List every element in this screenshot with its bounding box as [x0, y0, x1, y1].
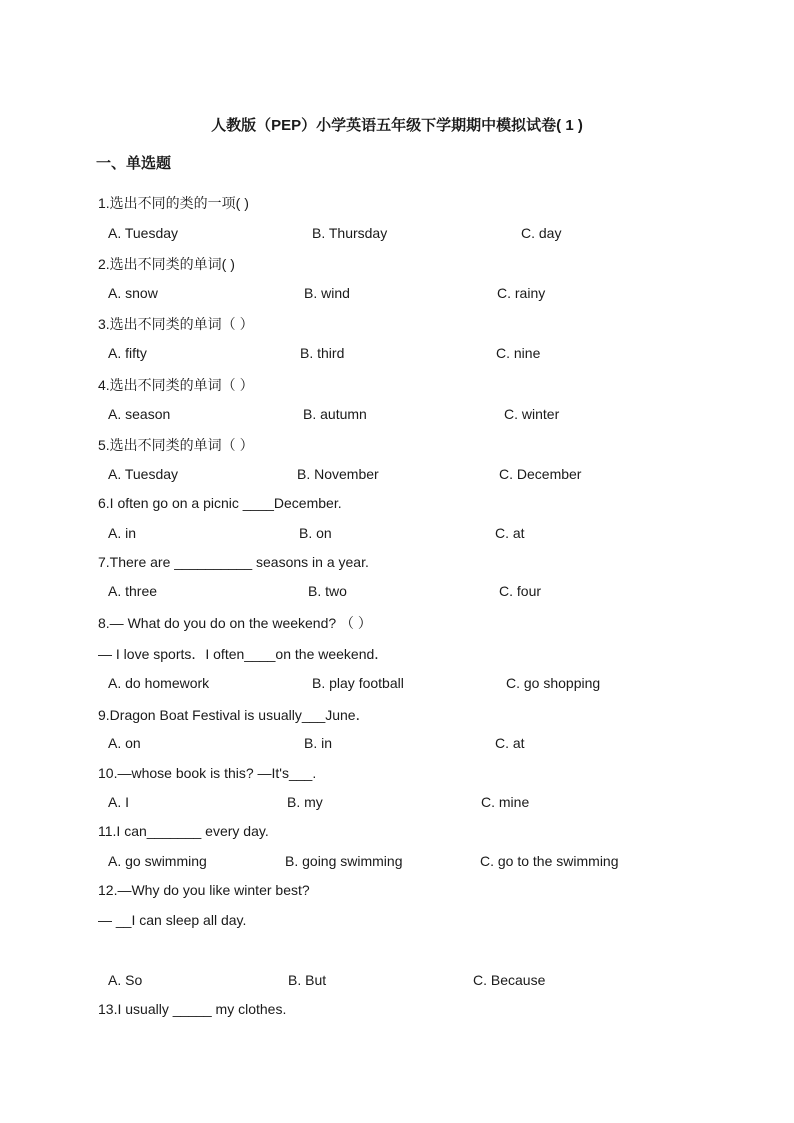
- question-9-stem: 9.Dragon Boat Festival is usually___June．: [98, 707, 370, 723]
- question-4-stem: 4.选出不同类的单词（ ）: [98, 377, 254, 393]
- question-8-stem-line-2: — I love sports．I often____on the weekend．: [98, 646, 389, 662]
- question-10-option-b[interactable]: B. my: [287, 794, 323, 810]
- question-12-option-a[interactable]: A. So: [108, 972, 143, 988]
- question-13-stem: 13.I usually _____ my clothes.: [98, 1001, 287, 1017]
- question-4-option-a[interactable]: A. season: [108, 406, 171, 422]
- question-1-stem: 1.选出不同的类的一项( ): [98, 195, 249, 211]
- question-8-option-b[interactable]: B. play football: [312, 675, 404, 691]
- exam-title: 人教版（PEP）小学英语五年级下学期期中模拟试卷( 1 ): [211, 117, 583, 134]
- question-12-stem-line-2: — __I can sleep all day.: [98, 912, 247, 928]
- question-6-option-a[interactable]: A. in: [108, 525, 137, 541]
- question-2-stem: 2.选出不同类的单词( ): [98, 256, 235, 272]
- question-2-option-a[interactable]: A. snow: [108, 285, 158, 301]
- question-6-option-b[interactable]: B. on: [299, 525, 332, 541]
- question-4-option-b[interactable]: B. autumn: [303, 406, 367, 422]
- question-8-option-a[interactable]: A. do homework: [108, 675, 210, 691]
- question-7-option-c[interactable]: C. four: [499, 583, 542, 599]
- question-1-option-b[interactable]: B. Thursday: [312, 225, 388, 241]
- question-5-option-c[interactable]: C. December: [499, 466, 582, 482]
- question-5-option-b[interactable]: B. November: [297, 466, 379, 482]
- question-12-stem: 12.—Why do you like winter best?: [98, 882, 310, 898]
- question-9-option-a[interactable]: A. on: [108, 735, 141, 751]
- question-7-stem: 7.There are __________ seasons in a year.: [98, 554, 369, 570]
- question-1-option-a[interactable]: A. Tuesday: [108, 225, 179, 241]
- question-12-option-b[interactable]: B. But: [288, 972, 327, 988]
- question-1-option-c[interactable]: C. day: [521, 225, 562, 241]
- question-2-option-c[interactable]: C. rainy: [497, 285, 546, 301]
- question-11-option-b[interactable]: B. going swimming: [285, 853, 403, 869]
- section-heading: 一、单选题: [96, 155, 172, 172]
- question-8-option-c[interactable]: C. go shopping: [506, 675, 601, 691]
- question-7-option-a[interactable]: A. three: [108, 583, 158, 599]
- question-12-option-c[interactable]: C. Because: [473, 972, 546, 988]
- question-2-option-b[interactable]: B. wind: [304, 285, 350, 301]
- question-10-option-c[interactable]: C. mine: [481, 794, 530, 810]
- question-4-option-c[interactable]: C. winter: [504, 406, 560, 422]
- question-3-stem: 3.选出不同类的单词（ ）: [98, 316, 254, 332]
- question-11-stem: 11.I can_______ every day.: [98, 823, 269, 839]
- question-10-stem: 10.—whose book is this? —It's___.: [98, 765, 317, 781]
- question-3-option-a[interactable]: A. fifty: [108, 345, 147, 361]
- question-11-option-a[interactable]: A. go swimming: [108, 853, 207, 869]
- question-11-option-c[interactable]: C. go to the swimming: [480, 853, 619, 869]
- question-8-stem: 8.— What do you do on the weekend? （ ）: [98, 615, 372, 631]
- question-9-option-b[interactable]: B. in: [304, 735, 333, 751]
- question-5-option-a[interactable]: A. Tuesday: [108, 466, 179, 482]
- question-9-option-c[interactable]: C. at: [495, 735, 525, 751]
- question-3-option-b[interactable]: B. third: [300, 345, 345, 361]
- question-6-option-c[interactable]: C. at: [495, 525, 525, 541]
- question-5-stem: 5.选出不同类的单词（ ）: [98, 437, 254, 453]
- question-6-stem: 6.I often go on a picnic ____December.: [98, 495, 342, 511]
- question-7-option-b[interactable]: B. two: [308, 583, 347, 599]
- question-3-option-c[interactable]: C. nine: [496, 345, 541, 361]
- question-10-option-a[interactable]: A. I: [108, 794, 130, 810]
